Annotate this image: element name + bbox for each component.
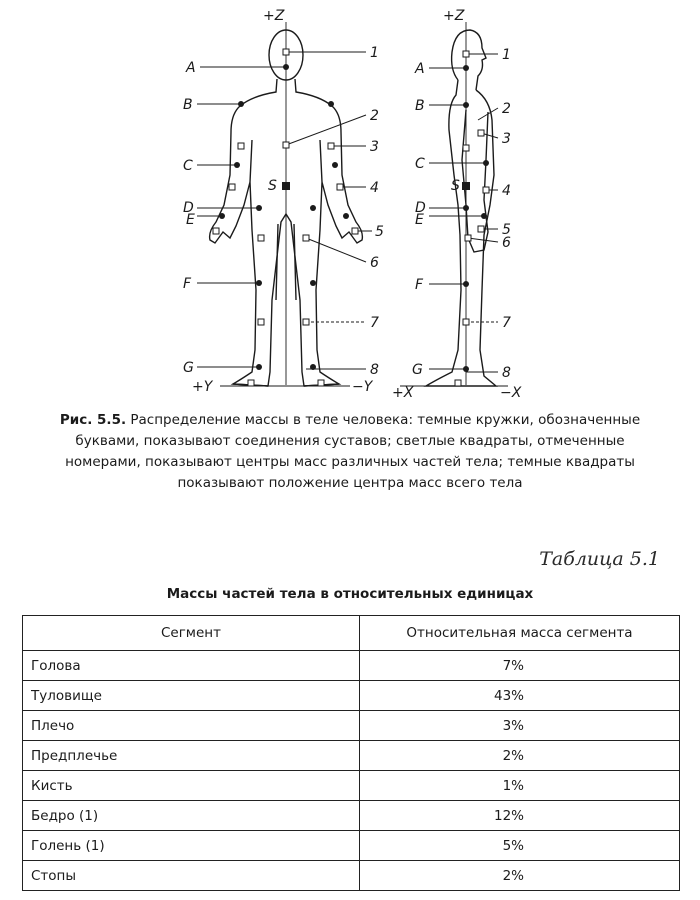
side-label-b: B (415, 98, 425, 114)
table-row (23, 711, 680, 741)
table-row (23, 651, 680, 681)
side-label-8: 8 (502, 365, 511, 381)
front-axis-top-label: +Z (263, 8, 285, 24)
side-axis-right-label: −X (500, 385, 522, 400)
table-row (23, 831, 680, 861)
front-label-3: 3 (370, 139, 379, 155)
front-label-c: C (183, 158, 193, 174)
side-label-g: G (412, 362, 423, 378)
front-letter-labels (183, 60, 277, 376)
caption-label: Рис. 5.5. (59, 412, 127, 428)
table-header-row (23, 616, 680, 651)
mass-cell: 12% (360, 801, 680, 831)
mass-cell: 43% (360, 681, 680, 711)
segment-cell: Туловище (23, 681, 360, 711)
front-label-5: 5 (375, 224, 384, 240)
front-label-a: A (186, 60, 196, 76)
table-row (23, 861, 680, 891)
front-label-g: G (183, 360, 194, 376)
side-label-2: 2 (502, 101, 511, 117)
figure-caption (40, 410, 660, 494)
front-label-d: D (183, 200, 194, 216)
side-label-7: 7 (502, 315, 511, 331)
side-label-5: 5 (502, 222, 511, 238)
front-label-1: 1 (370, 45, 379, 61)
table-title: Массы частей тела в относительных единицах (166, 586, 534, 602)
front-label-7: 7 (370, 315, 379, 331)
body-mass-figure (0, 0, 700, 400)
front-number-labels (370, 45, 384, 378)
side-label-1: 1 (502, 47, 511, 63)
segment-cell: Бедро (1) (23, 801, 360, 831)
side-label-f: F (415, 277, 424, 293)
side-axis-left-label: +X (392, 385, 414, 400)
front-label-4: 4 (370, 180, 379, 196)
table-row (23, 771, 680, 801)
side-label-a: A (415, 61, 425, 77)
front-label-8: 8 (370, 362, 379, 378)
mass-cell: 1% (360, 771, 680, 801)
mass-cell: 5% (360, 831, 680, 861)
side-label-d: D (415, 200, 426, 216)
mass-cell: 3% (360, 711, 680, 741)
front-label-6: 6 (370, 255, 379, 271)
mass-cell: 2% (360, 861, 680, 891)
segment-cell: Голова (23, 651, 360, 681)
front-label-f: F (183, 276, 192, 292)
segment-cell: Кисть (23, 771, 360, 801)
segment-cell: Плечо (23, 711, 360, 741)
front-axis-left-label: +Y (192, 379, 213, 395)
front-label-2: 2 (370, 108, 379, 124)
mass-cell: 2% (360, 741, 680, 771)
table-row (23, 801, 680, 831)
front-label-s: S (268, 178, 277, 194)
column-header-mass: Относительная масса сегмента (360, 616, 680, 651)
front-axis-right-label: −Y (352, 379, 373, 395)
side-label-s: S (451, 178, 460, 194)
front-view (192, 8, 374, 395)
side-axis-top-label: +Z (443, 8, 465, 24)
caption-text: Распределение массы в теле человека: темные кружки, обозначенные буквами, показывают соединения суставов; светлые квадраты, отмеченные номерами, показывают центры масс различных частей тела; темные квадраты показывают положение центра масс всего тела (65, 412, 641, 491)
column-header-segment: Сегмент (23, 616, 360, 651)
side-letter-labels (412, 61, 460, 378)
table-row (23, 741, 680, 771)
mass-cell: 7% (360, 651, 680, 681)
segment-mass-table (22, 615, 680, 891)
side-label-e: E (415, 212, 424, 228)
side-number-labels (502, 47, 511, 381)
table-number: Таблица 5.1 (539, 548, 660, 570)
front-label-e: E (186, 212, 195, 228)
side-label-c: C (415, 156, 425, 172)
side-label-3: 3 (502, 131, 511, 147)
segment-cell: Голень (1) (23, 831, 360, 861)
table-row (23, 681, 680, 711)
segment-cell: Предплечье (23, 741, 360, 771)
front-label-b: B (183, 97, 193, 113)
side-label-6: 6 (502, 235, 511, 251)
side-label-4: 4 (502, 183, 511, 199)
side-view (392, 8, 522, 400)
segment-cell: Стопы (23, 861, 360, 891)
